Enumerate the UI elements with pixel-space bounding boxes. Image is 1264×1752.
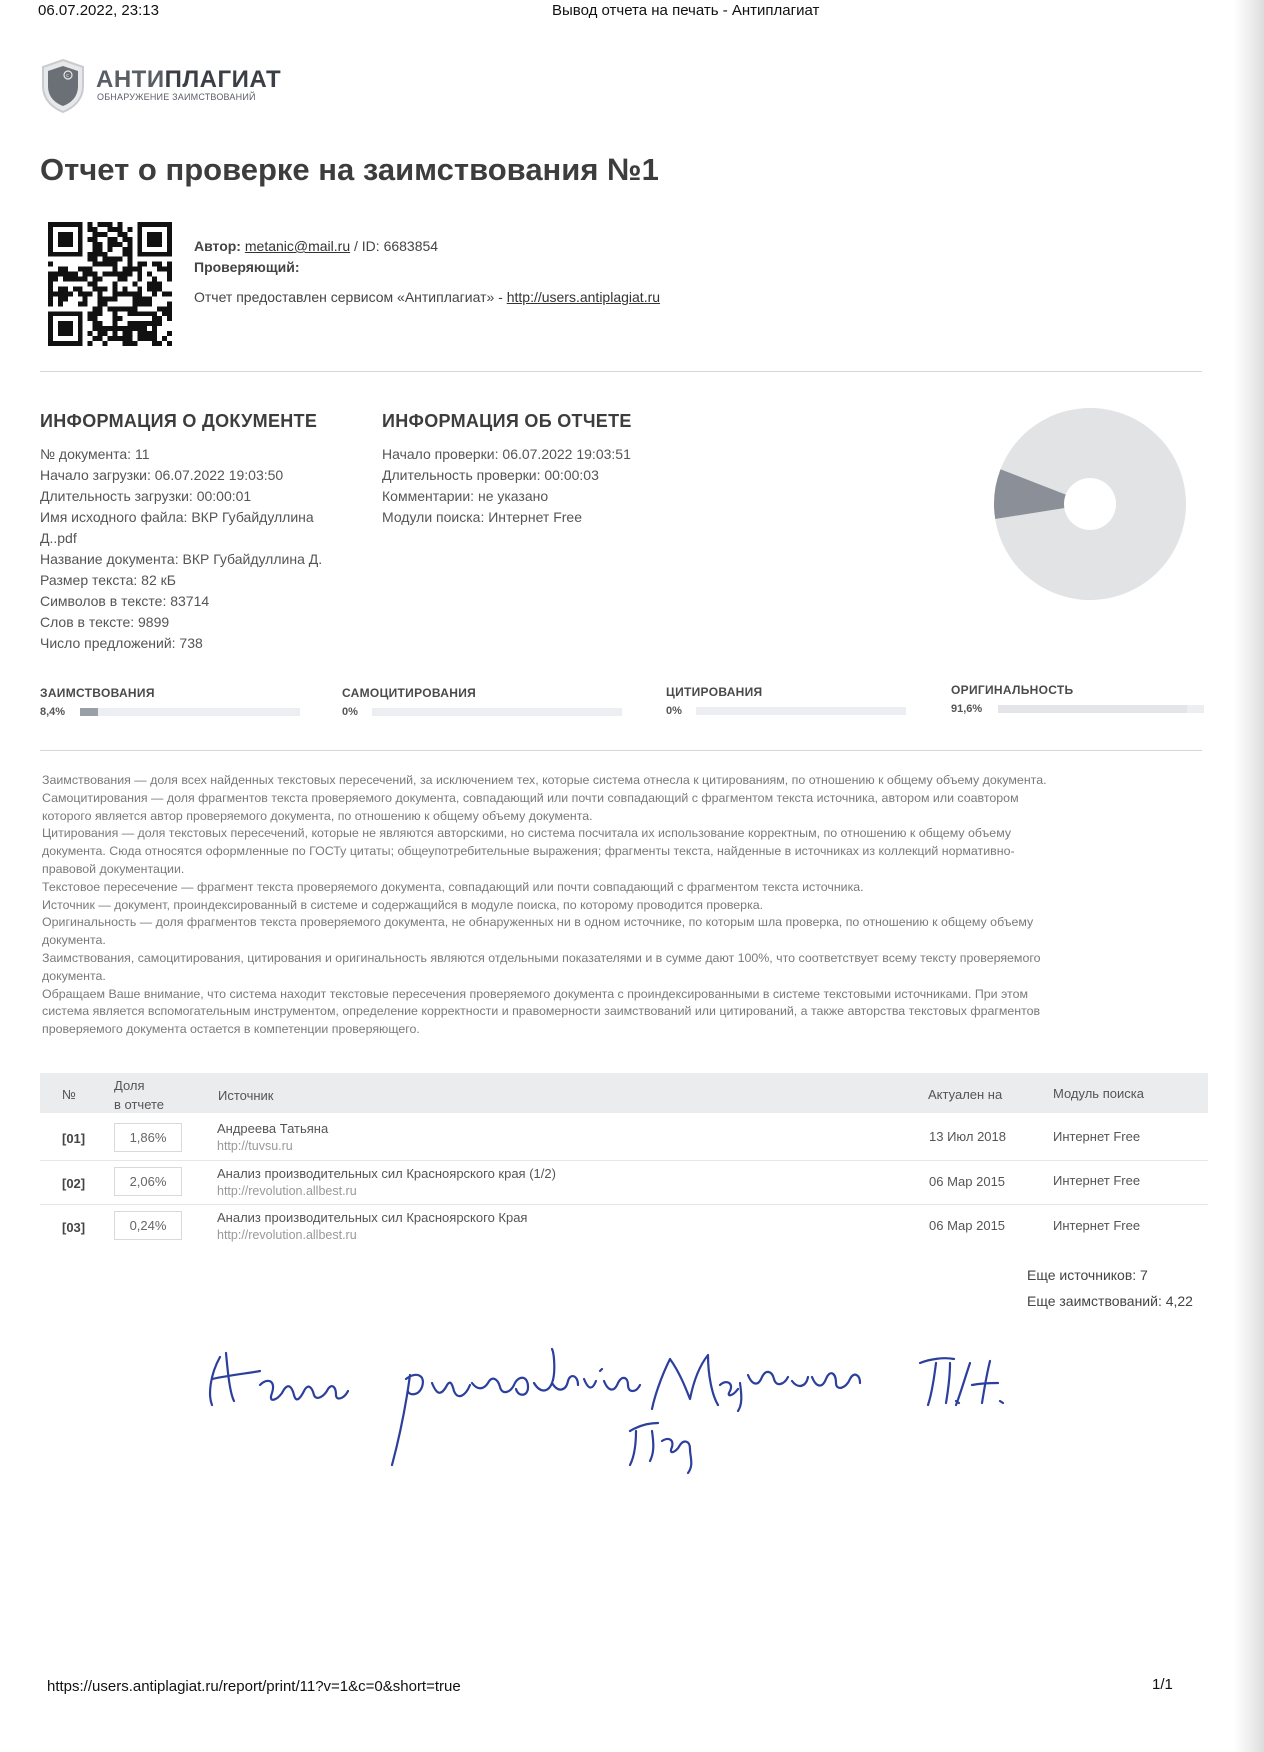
print-page-title: Вывод отчета на печать - Антиплагиат — [552, 2, 820, 19]
doc-info-line: Д..pdf — [40, 530, 77, 546]
row-date: 13 Июл 2018 — [929, 1129, 1006, 1144]
report-info-line: Длительность проверки: 00:00:03 — [382, 467, 599, 483]
doc-info-title: ИНФОРМАЦИЯ О ДОКУМЕНТЕ — [40, 411, 318, 431]
doc-info-line: Длительность загрузки: 00:00:01 — [40, 488, 252, 504]
logo-name-part2: ПЛАГИАТ — [164, 66, 282, 93]
explanation-line: система является вспомогательным инструментом, определение корректности и правомерности заимствований или цитирований, а также авторства текстовых фрагментов — [42, 1004, 1041, 1019]
explanation-line: Цитирования — доля текстовых пересечений, которые не являются авторскими, но система посчитала их использование корректным, по отношению к общему объему — [42, 826, 1012, 841]
row-share-box: 1,86% — [114, 1123, 182, 1152]
report-info-title: ИНФОРМАЦИЯ ОБ ОТЧЕТЕ — [382, 411, 632, 431]
doc-info-line: Начало загрузки: 06.07.2022 19:03:50 — [40, 467, 284, 483]
report-info-list — [382, 444, 631, 528]
explanation-line: документа. — [42, 968, 106, 983]
qr-code — [48, 222, 172, 346]
stat-originality-bar-fill — [998, 705, 1187, 713]
row-source-url[interactable]: http://revolution.allbest.ru — [217, 1184, 357, 1198]
row-source-url[interactable]: http://tuvsu.ru — [217, 1139, 293, 1153]
col-header-share: Доля — [114, 1078, 145, 1093]
originality-donut-chart — [990, 404, 1190, 604]
service-line — [194, 289, 660, 305]
col-header-date: Актуален на — [928, 1087, 1003, 1102]
stat-borrowing-value: 8,4% — [40, 706, 66, 718]
logo-name-part1: АНТИ — [96, 66, 165, 93]
doc-info-line: Слов в тексте: 9899 — [40, 614, 170, 630]
stat-originality-label: ОРИГИНАЛЬНОСТЬ — [951, 683, 1074, 697]
row-source-url[interactable]: http://revolution.allbest.ru — [217, 1228, 357, 1242]
donut-hole — [1064, 478, 1116, 530]
report-info-line: Модули поиска: Интернет Free — [382, 509, 582, 525]
explanation-line: документа. — [42, 933, 106, 948]
explanation-line: которого является автор проверяемого документа, по отношению к общему объему документа. — [42, 808, 593, 823]
explanation-line: Заимствования, самоцитирования, цитирования и оригинальность являются отдельными показателями и в сумме дают 100%, что соответствует всему тексту проверяемого — [42, 950, 1041, 965]
row-num: [01] — [62, 1131, 86, 1146]
reviewer-label: Проверяющий: — [194, 259, 300, 275]
divider — [40, 371, 1202, 372]
explanation-line: Заимствования — доля всех найденных текстовых пересечений, за исключением тех, которые система отнесла к цитированиям, по отношению к общему объему документа. — [42, 773, 1047, 787]
row-source-title[interactable]: Анализ производительных сил Красноярского края (1/2) — [217, 1166, 556, 1181]
reviewer-line — [194, 259, 300, 275]
more-borrowings: Еще заимствований: 4,22 — [1027, 1293, 1193, 1309]
col-header-num: № — [62, 1087, 76, 1102]
row-module: Интернет Free — [1053, 1218, 1141, 1233]
explanation-line: Текстовое пересечение — фрагмент текста проверяемого документа, совпадающий или почти совпадающий с фрагментом текста источника. — [42, 879, 864, 894]
explanation-line: проверяемого документа остается в компетенции проверяющего. — [42, 1022, 420, 1037]
doc-info-line: Название документа: ВКР Губайдуллина Д. — [40, 551, 323, 567]
author-label: Автор: — [194, 238, 241, 254]
doc-info-line: № документа: 11 — [40, 446, 150, 462]
explanation-line: Источник — документ, проиндексированный в системе и содержащийся в модуле поиска, по которому проводится проверка. — [42, 897, 764, 912]
row-date: 06 Мар 2015 — [929, 1174, 1006, 1189]
row-source-title[interactable]: Андреева Татьяна — [217, 1121, 329, 1136]
stat-originality-bar — [998, 705, 1204, 713]
report-info-line: Начало проверки: 06.07.2022 19:03:51 — [382, 446, 631, 462]
stat-borrowing-bar-fill — [80, 708, 98, 716]
footer-url: https://users.antiplagiat.ru/report/print/11?v=1&c=0&short=true — [47, 1678, 461, 1695]
row-source-title[interactable]: Анализ производительных сил Красноярского Края — [217, 1210, 528, 1225]
stat-self-citation-label: САМОЦИТИРОВАНИЯ — [342, 686, 477, 700]
sources-table-header — [40, 1073, 1208, 1113]
more-sources: Еще источников: 7 — [1027, 1267, 1148, 1283]
row-num: [03] — [62, 1220, 86, 1235]
scan-edge-shadow — [1234, 0, 1264, 1752]
row-module: Интернет Free — [1053, 1173, 1141, 1188]
explanation-line: Обращаем Ваше внимание, что система находит текстовые пересечения проверяемого документа с проиндексированными в системе текстовыми источниками. При этом — [42, 986, 1028, 1001]
shield-logo-icon — [40, 58, 86, 114]
report-info-line: Комментарии: не указано — [382, 488, 549, 504]
handwritten-signature — [200, 1335, 1100, 1475]
doc-info-line: Символов в тексте: 83714 — [40, 593, 210, 609]
svg-text:c: c — [66, 73, 69, 79]
divider — [40, 750, 1202, 751]
doc-info-list — [40, 444, 322, 654]
author-line — [194, 238, 438, 254]
doc-info-line: Имя исходного файла: ВКР Губайдуллина — [40, 509, 314, 525]
service-text: Отчет предоставлен сервисом «Антиплагиат» - — [194, 289, 507, 305]
explanation-line: документа. Сюда относятся оформленные по ГОСТу цитаты; общеупотребительные выражения; фрагменты текста, найденные в источниках из коллекций нормативно- — [42, 844, 1015, 859]
col-header-share-2: в отчете — [114, 1097, 165, 1112]
row-divider — [40, 1204, 1208, 1205]
stat-citation-value: 0% — [666, 705, 682, 717]
explanation-line: Оригинальность — доля фрагментов текста проверяемого документа, не обнаруженных ни в одном источнике, по которым шла проверка, по отношению к общему объему — [42, 915, 1034, 930]
stat-borrowing-bar — [80, 708, 300, 716]
print-datetime: 06.07.2022, 23:13 — [38, 2, 159, 19]
row-num: [02] — [62, 1176, 86, 1191]
author-id: / ID: 6683854 — [350, 238, 439, 254]
stat-borrowing-label: ЗАИМСТВОВАНИЯ — [40, 686, 155, 700]
col-header-module: Модуль поиска — [1053, 1086, 1144, 1101]
service-link[interactable]: http://users.antiplagiat.ru — [506, 289, 661, 305]
report-title: Отчет о проверке на заимствования №1 — [40, 152, 659, 187]
explanation-line: Самоцитирования — доля фрагментов текста проверяемого документа, совпадающий или почти совпадающий с фрагментом текста источника, автором или соавтором — [42, 790, 1019, 805]
row-divider — [40, 1160, 1208, 1161]
footer-page-number: 1/1 — [1152, 1676, 1173, 1693]
stat-citation-label: ЦИТИРОВАНИЯ — [666, 685, 763, 699]
doc-info-line: Число предложений: 738 — [40, 635, 203, 651]
row-date: 06 Мар 2015 — [929, 1218, 1006, 1233]
col-header-source: Источник — [218, 1088, 274, 1103]
row-share-box: 2,06% — [114, 1167, 182, 1196]
author-email-link[interactable]: metanic@mail.ru — [244, 238, 351, 254]
row-module: Интернет Free — [1053, 1129, 1141, 1144]
stat-originality-value: 91,6% — [951, 703, 983, 715]
logo-subtitle: ОБНАРУЖЕНИЕ ЗАИМСТВОВАНИЙ — [97, 92, 256, 102]
explanation-line: правовой документации. — [42, 861, 185, 876]
stat-self-citation-bar — [372, 708, 622, 716]
doc-info-line: Размер текста: 82 кБ — [40, 572, 176, 588]
logo-name — [96, 66, 281, 94]
row-share-box: 0,24% — [114, 1211, 182, 1240]
stat-citation-bar — [696, 707, 906, 715]
explanation-text — [42, 772, 1202, 1039]
stat-self-citation-value: 0% — [342, 706, 358, 718]
